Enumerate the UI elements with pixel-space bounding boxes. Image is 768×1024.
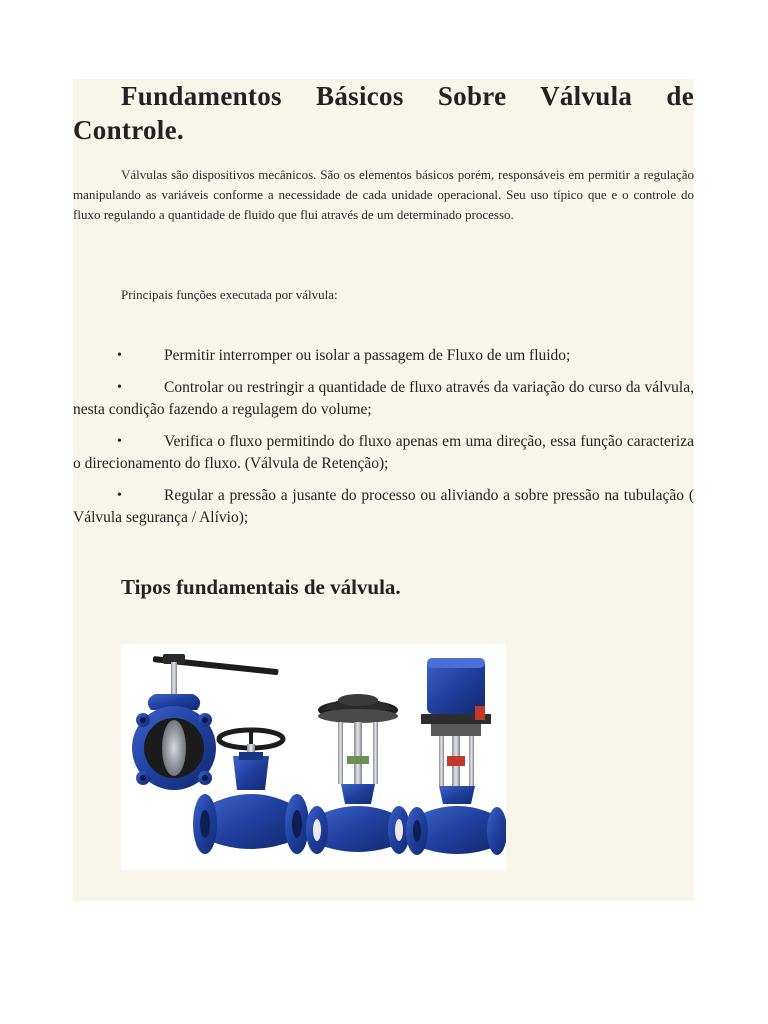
bullet-icon: • [117, 380, 122, 395]
bullet-icon: • [117, 348, 122, 363]
list-item-text: Controlar ou restringir a quantidade de fluxo através da variação do curso da válvula, nesta condição fazendo a regulagem do volume; [73, 379, 694, 418]
document-page [73, 79, 694, 901]
functions-lead: Principais funções executada por válvula: [121, 287, 338, 302]
intro-paragraph: Válvulas são dispositivos mecânicos. São os elementos básicos porém, responsáveis em permitir a regulação manipulando as variáveis conforme a necessidade de cada unidade operacional. Seu uso típico que e o controle do fluxo regulando a quantidade de fluido que flui através de um determinado processo. [73, 167, 694, 222]
types-heading: Tipos fundamentais de válvula. [121, 575, 401, 599]
list-item-text: Verifica o fluxo permitindo do fluxo apenas em uma direção, essa função caracteriza o direcionamento do fluxo. (Válvula de Retenção); [73, 433, 694, 472]
list-item [73, 431, 694, 475]
list-item [73, 485, 694, 529]
list-item-text: Regular a pressão a jusante do processo ou aliviando a sobre pressão na tubulação ( Válvula segurança / Alívio); [73, 487, 694, 526]
electric-control-valve-icon [406, 658, 506, 855]
list-item-text: Permitir interromper ou isolar a passagem de Fluxo de um fluido; [164, 347, 571, 364]
valve-types-photo [121, 644, 506, 870]
list-item [73, 345, 694, 367]
list-item [73, 377, 694, 421]
functions-list [73, 345, 694, 539]
bullet-icon: • [117, 434, 122, 449]
bullet-icon: • [117, 488, 122, 503]
valve-illustration [121, 644, 506, 870]
document-title: Fundamentos Básicos Sobre Válvula de Controle. [73, 81, 694, 145]
pneumatic-control-valve-icon [306, 694, 410, 854]
